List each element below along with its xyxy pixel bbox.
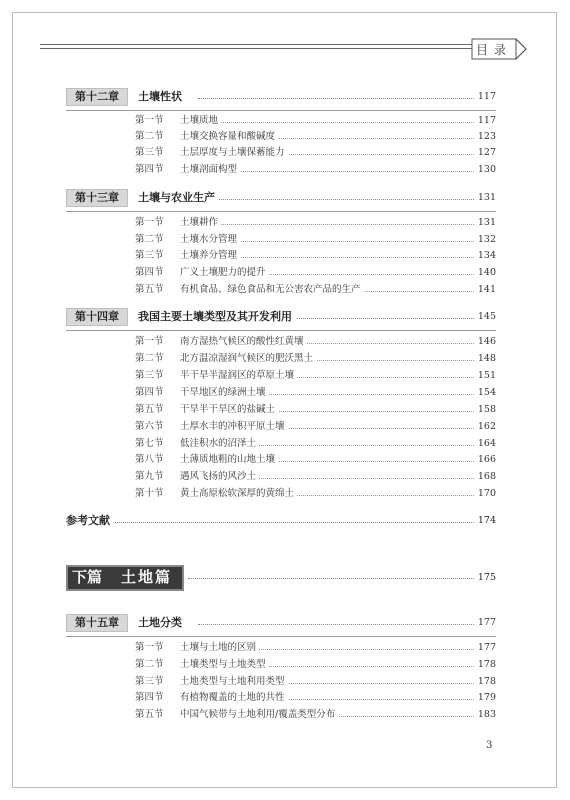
section-entry[interactable] <box>135 215 496 231</box>
section-page: 170 <box>477 488 496 499</box>
section-title: 广义土壤肥力的提升 <box>180 265 269 281</box>
leader-dots <box>188 578 474 579</box>
section-entry[interactable] <box>135 402 496 418</box>
section-entry[interactable] <box>135 129 496 145</box>
section-entry[interactable] <box>135 452 496 468</box>
section-title: 土地类型与土地利用类型 <box>180 674 288 690</box>
references-entry[interactable] <box>66 512 496 530</box>
section-entry[interactable] <box>135 385 496 401</box>
section-number: 第六节 <box>135 421 164 432</box>
section-title: 干旱半干旱区的盐碱土 <box>180 402 278 418</box>
part-heading[interactable] <box>66 565 496 591</box>
section-page: 132 <box>477 234 496 245</box>
section-entry[interactable] <box>135 707 496 723</box>
section-page: 177 <box>477 642 496 653</box>
section-number: 第二节 <box>135 659 164 670</box>
chapter-page: 131 <box>477 192 496 203</box>
part-label: 下篇 <box>72 568 103 586</box>
chapter-label: 第十四章 <box>66 308 128 326</box>
section-number: 第一节 <box>135 336 164 347</box>
chapter-title: 土壤性状 <box>138 88 186 106</box>
leader-dots <box>198 624 474 625</box>
section-title: 土壤剖面构型 <box>180 162 240 178</box>
section-title: 土壤交换容量和酸碱度 <box>180 129 278 145</box>
chapter-page: 177 <box>477 617 496 628</box>
chapter-12[interactable] <box>66 88 496 108</box>
section-title: 低洼积水的沼泽土 <box>180 436 259 452</box>
section-page: 127 <box>477 147 496 158</box>
section-title: 土层厚度与土壤保蓄能力 <box>180 145 288 161</box>
section-entry[interactable] <box>135 265 496 281</box>
section-page: 162 <box>477 421 496 432</box>
section-title: 半干旱半湿润区的草原土壤 <box>180 368 297 384</box>
section-entry[interactable] <box>135 674 496 690</box>
section-number: 第二节 <box>135 234 164 245</box>
section-title: 土壤水分管理 <box>180 232 240 248</box>
section-page: 183 <box>477 709 496 720</box>
section-number: 第三节 <box>135 250 164 261</box>
header-rule-bottom <box>40 48 490 49</box>
chapter-label: 第十二章 <box>66 88 128 106</box>
section-entry[interactable] <box>135 469 496 485</box>
section-entry[interactable] <box>135 657 496 673</box>
section-number: 第一节 <box>135 642 164 653</box>
section-title: 遇风飞扬的风沙土 <box>180 469 259 485</box>
section-title: 有机食品、绿色食品和无公害农产品的生产 <box>180 282 364 298</box>
section-entry[interactable] <box>135 486 496 502</box>
section-entry[interactable] <box>135 248 496 264</box>
part-title: 土地篇 <box>121 568 173 586</box>
references-title: 参考文献 <box>66 512 114 530</box>
section-title: 北方温凉湿润气候区的肥沃黑土 <box>180 351 316 367</box>
section-title: 中国气候带与土地利用/覆盖类型分布 <box>180 707 338 723</box>
section-entry[interactable] <box>135 232 496 248</box>
section-title: 土厚水丰的冲积平原土壤 <box>180 419 288 435</box>
section-page: 178 <box>477 676 496 687</box>
chapter-rule <box>66 330 496 331</box>
chapter-13[interactable] <box>66 189 496 209</box>
section-page: 154 <box>477 387 496 398</box>
section-number: 第二节 <box>135 353 164 364</box>
section-entry[interactable] <box>135 690 496 706</box>
section-title: 土壤养分管理 <box>180 248 240 264</box>
leader-dots <box>198 98 474 99</box>
section-title: 土壤类型与土地类型 <box>180 657 269 673</box>
section-page: 178 <box>477 659 496 670</box>
section-entry[interactable] <box>135 334 496 350</box>
section-number: 第五节 <box>135 709 164 720</box>
section-title: 土壤耕作 <box>180 215 221 231</box>
chapter-rule <box>66 211 496 212</box>
section-page: 158 <box>477 404 496 415</box>
section-entry[interactable] <box>135 351 496 367</box>
chapter-title: 土壤与农业生产 <box>138 189 219 207</box>
section-number: 第五节 <box>135 284 164 295</box>
section-title: 黄土高原松软深厚的黄绵土 <box>180 486 297 502</box>
section-title: 有植物覆盖的土地的共性 <box>180 690 288 706</box>
chapter-rule <box>66 110 496 111</box>
section-number: 第四节 <box>135 692 164 703</box>
section-title: 土薄质地粗的山地土壤 <box>180 452 278 468</box>
section-entry[interactable] <box>135 162 496 178</box>
section-page: 131 <box>477 217 496 228</box>
section-page: 164 <box>477 438 496 449</box>
section-number: 第十节 <box>135 488 164 499</box>
section-page: 146 <box>477 336 496 347</box>
chapter-page: 145 <box>477 311 496 322</box>
section-entry[interactable] <box>135 419 496 435</box>
section-page: 148 <box>477 353 496 364</box>
chapter-label: 第十三章 <box>66 189 128 207</box>
section-entry[interactable] <box>135 640 496 656</box>
section-number: 第三节 <box>135 676 164 687</box>
section-number: 第二节 <box>135 131 164 142</box>
leader-dots <box>180 224 474 225</box>
section-entry[interactable] <box>135 145 496 161</box>
section-page: 134 <box>477 250 496 261</box>
chapter-label: 第十五章 <box>66 614 128 632</box>
section-page: 166 <box>477 454 496 465</box>
section-page: 140 <box>477 267 496 278</box>
section-entry[interactable] <box>135 368 496 384</box>
section-number: 第四节 <box>135 387 164 398</box>
part-page: 175 <box>477 572 496 583</box>
chapter-page: 117 <box>477 91 496 102</box>
section-number: 第五节 <box>135 404 164 415</box>
chapter-15[interactable] <box>66 614 496 634</box>
section-title: 干旱地区的绿洲土壤 <box>180 385 269 401</box>
section-number: 第四节 <box>135 267 164 278</box>
section-number: 第一节 <box>135 217 164 228</box>
section-page: 179 <box>477 692 496 703</box>
section-page: 151 <box>477 370 496 381</box>
section-number: 第四节 <box>135 164 164 175</box>
section-title: 土壤与土地的区别 <box>180 640 259 656</box>
section-number: 第三节 <box>135 147 164 158</box>
page-title: 目录 <box>476 43 513 57</box>
section-number: 第一节 <box>135 115 164 126</box>
chapter-title: 土地分类 <box>138 614 186 632</box>
section-number: 第九节 <box>135 471 164 482</box>
section-page: 168 <box>477 471 496 482</box>
references-page: 174 <box>477 515 496 526</box>
section-entry[interactable] <box>135 113 496 129</box>
section-entry[interactable] <box>135 282 496 298</box>
chapter-14[interactable] <box>66 308 496 328</box>
leader-dots <box>66 522 474 523</box>
section-page: 130 <box>477 164 496 175</box>
section-number: 第七节 <box>135 438 164 449</box>
section-number: 第三节 <box>135 370 164 381</box>
header-rule-top <box>40 44 490 45</box>
section-title: 南方湿热气候区的酸性红黄壤 <box>180 334 307 350</box>
page-number: 3 <box>486 740 493 751</box>
section-page: 123 <box>477 131 496 142</box>
section-entry[interactable] <box>135 436 496 452</box>
section-title: 土壤质地 <box>180 113 221 129</box>
section-page: 141 <box>477 284 496 295</box>
section-page: 117 <box>477 115 496 126</box>
leader-dots <box>198 199 474 200</box>
chapter-rule <box>66 636 496 637</box>
section-number: 第八节 <box>135 454 164 465</box>
leader-dots <box>180 122 474 123</box>
chapter-title: 我国主要土壤类型及其开发利用 <box>138 308 296 326</box>
